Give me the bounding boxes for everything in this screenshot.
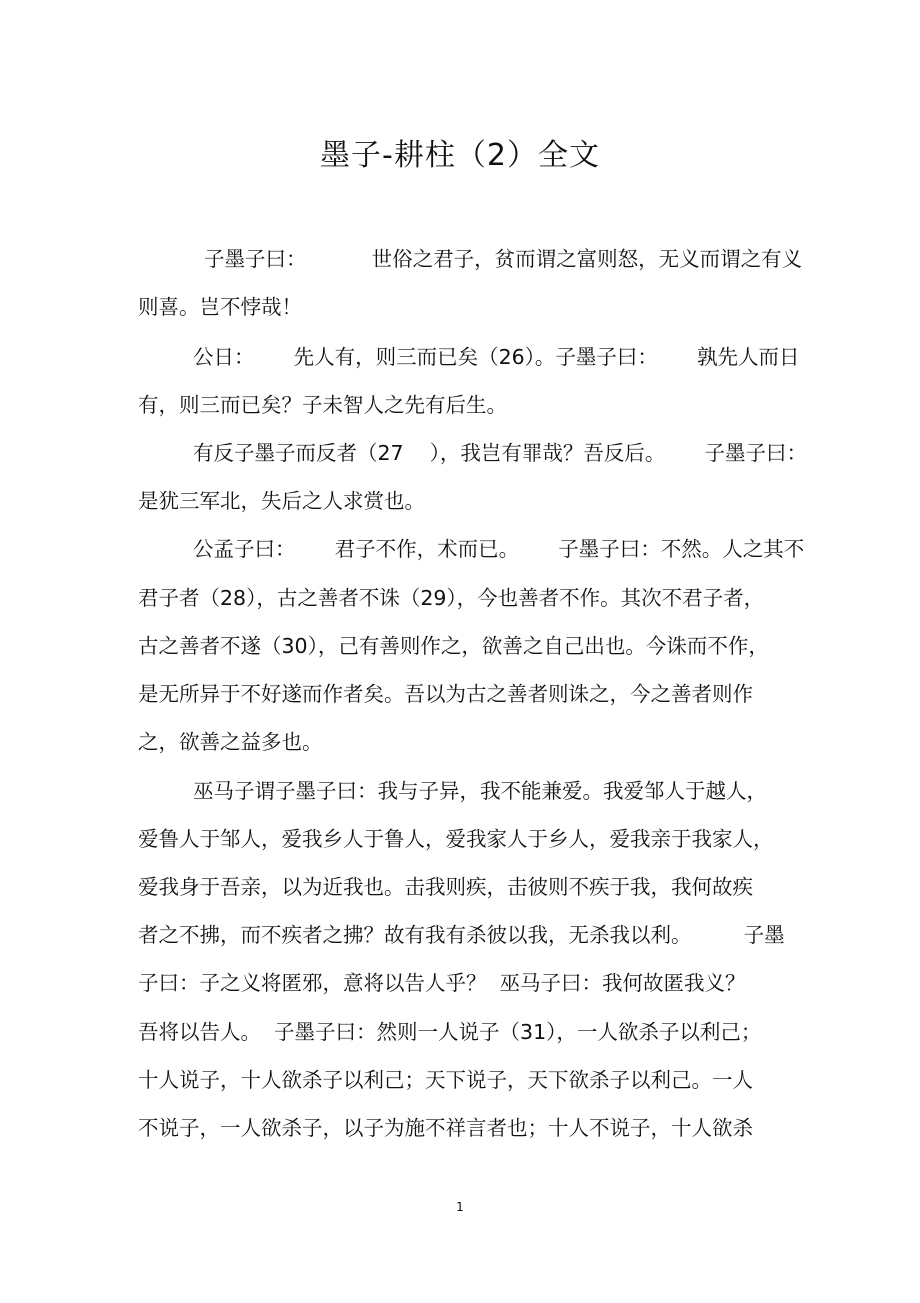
text-line: 者之不拂，而不疾者之拂？故有我有杀彼以我，无杀我以利。 子墨 <box>138 923 785 947</box>
text-line: 是无所异于不好遂而作者矣。吾以为古之善者则诛之，今之善者则作 <box>138 682 753 706</box>
text-line: 有反子墨子而反者（27 ），我岂有罪哉？吾反后。 子墨子曰： <box>193 441 807 465</box>
text-line: 巫马子谓子墨子曰：我与子异，我不能兼爱。我爱邹人于越人， <box>193 779 767 803</box>
text-line: 吾将以告人。 子墨子曰：然则一人说子（31），一人欲杀子以利己； <box>138 1020 762 1044</box>
text-line: 十人说子，十人欲杀子以利己；天下说子，天下欲杀子以利己。一人 <box>138 1068 753 1092</box>
text-line: 古之善者不遂（30），己有善则作之，欲善之自己出也。今诛而不作， <box>138 634 769 658</box>
text-line: 公孟子曰： 君子不作，术而已。 子墨子曰：不然。人之其不 <box>193 537 805 561</box>
text-line: 子曰：子之义将匿邪，意将以告人乎？ 巫马子曰：我何故匿我义？ <box>138 971 746 995</box>
text-line: 君子者（28），古之善者不诛（29），今也善者不作。其次不君子者， <box>138 586 765 610</box>
page-number: 1 <box>456 1200 464 1214</box>
text-line: 则喜。岂不悖哉！ <box>138 295 302 319</box>
text-line: 爱我身于吾亲，以为近我也。击我则疾，击彼则不疾于我，我何故疾 <box>138 875 753 899</box>
text-line: 之，欲善之益多也。 <box>138 730 323 754</box>
text-line: 子墨子曰： 世俗之君子，贫而谓之富则怒，无义而谓之有义 <box>204 247 803 271</box>
text-line: 公日： 先人有，则三而已矣（26）。子墨子曰： 孰先人而日 <box>193 345 800 369</box>
page-title: 墨子-耕柱（2）全文 <box>320 138 600 173</box>
text-line: 不说子，一人欲杀子，以子为施不祥言者也；十人不说子，十人欲杀 <box>138 1116 753 1140</box>
text-line: 有，则三而已矣？子未智人之先有后生。 <box>138 393 507 417</box>
text-line: 是犹三军北，失后之人求赏也。 <box>138 489 425 513</box>
text-line: 爱鲁人于邹人，爱我乡人于鲁人，爱我家人于乡人，爱我亲于我家人， <box>138 827 774 851</box>
